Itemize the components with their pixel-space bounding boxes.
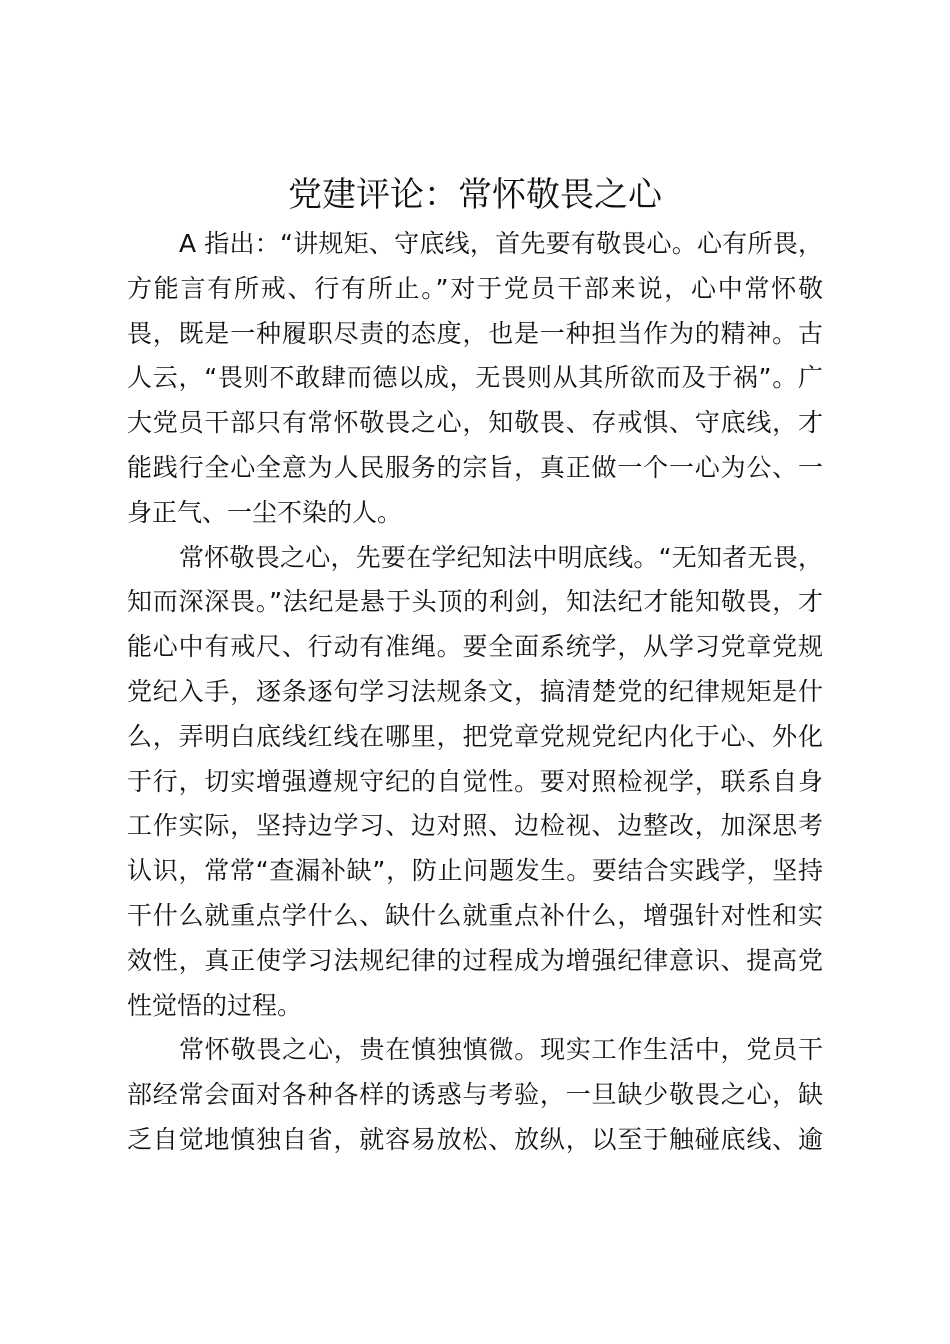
paragraph-line: 常怀敬畏之心，贵在慎独慎微。现实工作生活中，党员干 — [179, 1035, 823, 1065]
paragraph-3 — [127, 1028, 823, 1162]
paragraph-line: 方能言有所戒、行有所止。”对于党员干部来说，心中常怀敬 — [127, 273, 823, 303]
document-body — [127, 222, 823, 1163]
paragraph-line: 身正气、一尘不染的人。 — [127, 497, 403, 527]
paragraph-line: 能践行全心全意为人民服务的宗旨，真正做一个一心为公、一 — [127, 452, 823, 482]
paragraph-line: 知而深深畏。”法纪是悬于头顶的利剑，知法纪才能知敬畏，才 — [127, 587, 823, 617]
paragraph-line: 乏自觉地慎独自省，就容易放松、放纵，以至于触碰底线、逾 — [127, 1124, 823, 1154]
paragraph-line: 人云，“畏则不敢肆而德以成，无畏则从其所欲而及于祸”。广 — [127, 363, 823, 393]
paragraph-1 — [127, 222, 823, 536]
paragraph-line: 工作实际，坚持边学习、边对照、边检视、边整改，加深思考 — [127, 811, 823, 841]
document-title: 党建评论：常怀敬畏之心 — [288, 175, 662, 215]
paragraph-line: 部经常会面对各种各样的诱惑与考验，一旦缺少敬畏之心，缺 — [127, 1080, 823, 1110]
paragraph-line: 干什么就重点学什么、缺什么就重点补什么，增强针对性和实 — [127, 900, 823, 930]
paragraph-line: 常怀敬畏之心，先要在学纪知法中明底线。“无知者无畏， — [179, 542, 823, 572]
paragraph-line: 么，弄明白底线红线在哪里，把党章党规党纪内化于心、外化 — [127, 721, 823, 751]
paragraph-line: 于行，切实增强遵规守纪的自觉性。要对照检视学，联系自身 — [127, 766, 823, 796]
paragraph-2 — [127, 536, 823, 1029]
paragraph-line: 能心中有戒尺、行动有准绳。要全面系统学，从学习党章党规 — [127, 632, 823, 662]
paragraph-line: 党纪入手，逐条逐句学习法规条文，搞清楚党的纪律规矩是什 — [127, 676, 823, 706]
paragraph-line: 效性，真正使学习法规纪律的过程成为增强纪律意识、提高党 — [127, 945, 823, 975]
paragraph-line: 性觉悟的过程。 — [127, 990, 303, 1020]
paragraph-line: 畏，既是一种履职尽责的态度，也是一种担当作为的精神。古 — [127, 318, 823, 348]
paragraph-line: 认识，常常“查漏补缺”，防止问题发生。要结合实践学，坚持 — [127, 856, 823, 886]
paragraph-line: 大党员干部只有常怀敬畏之心，知敬畏、存戒惧、守底线，才 — [127, 408, 823, 438]
paragraph-line: A 指出：“讲规矩、守底线，首先要有敬畏心。心有所畏， — [179, 229, 823, 258]
